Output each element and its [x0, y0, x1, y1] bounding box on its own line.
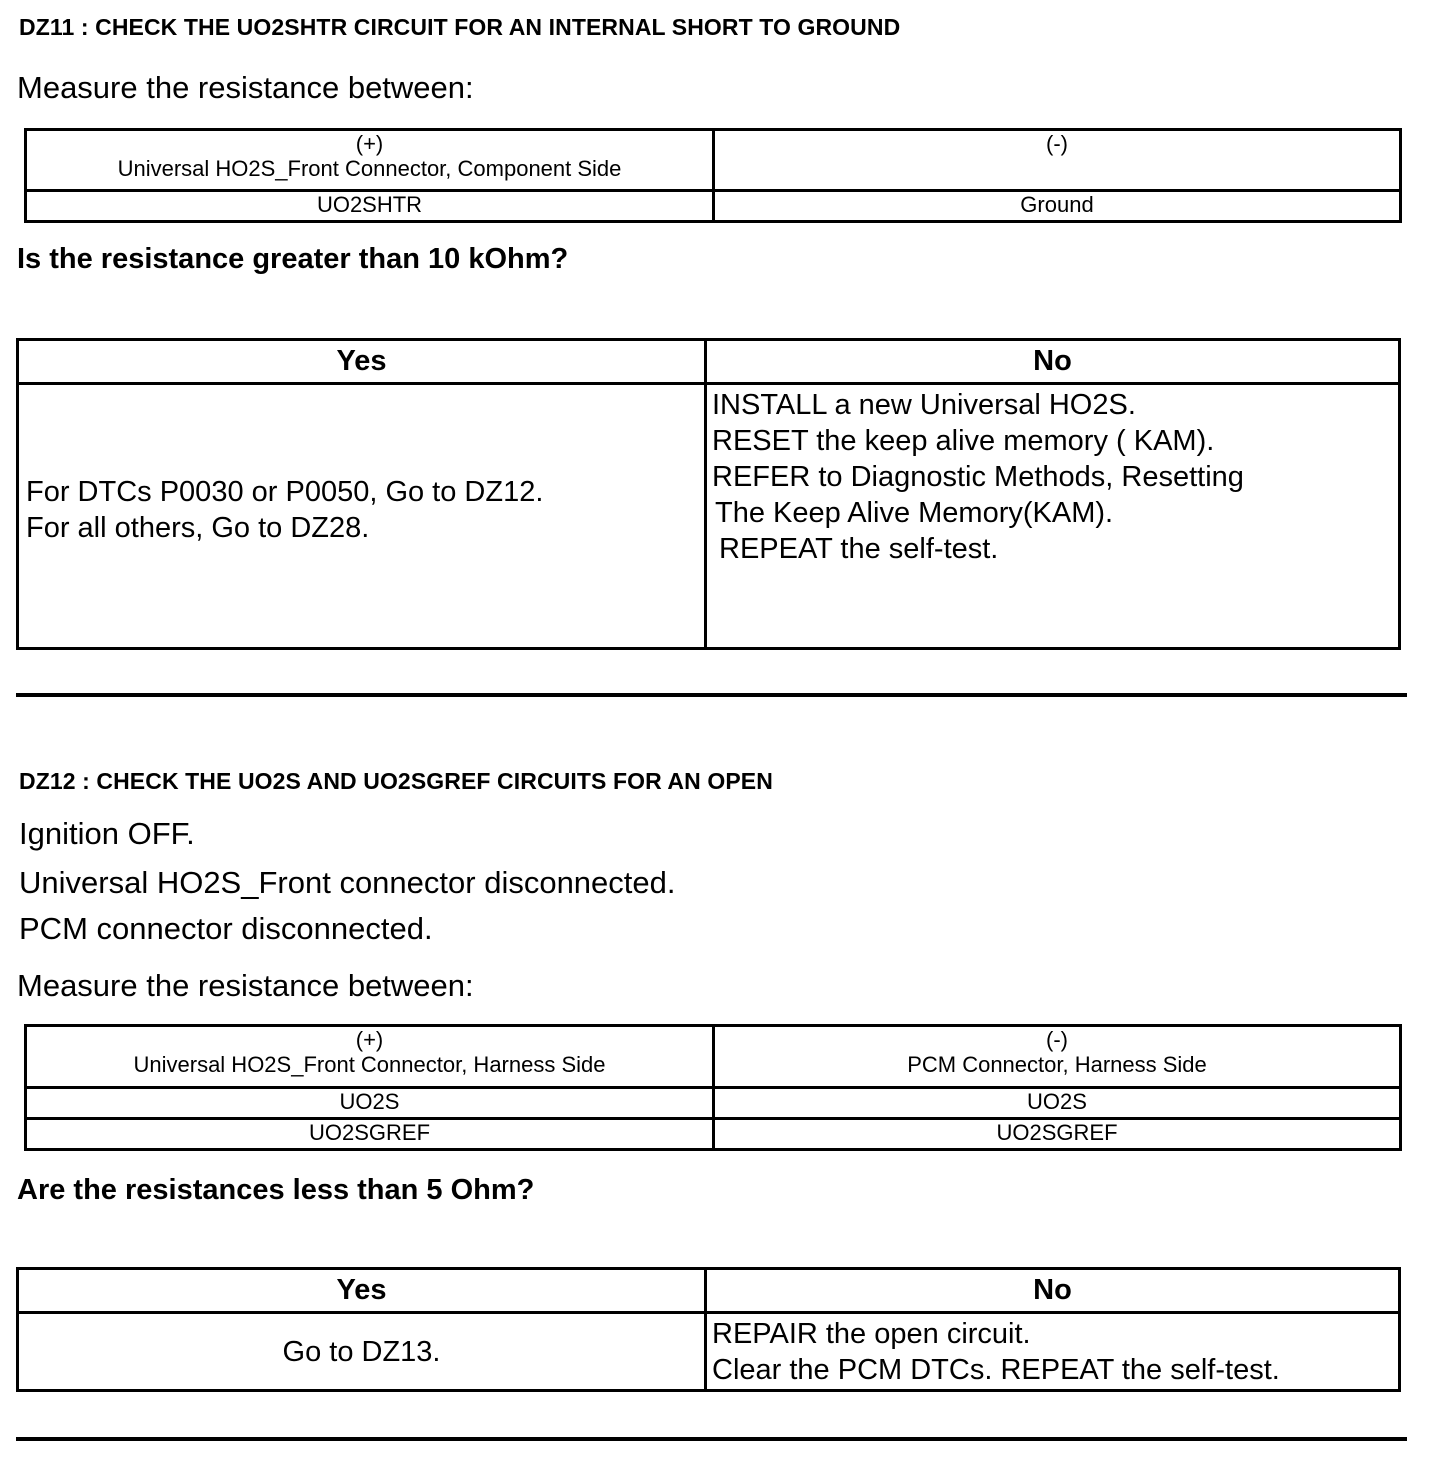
no-action-line: Clear the PCM DTCs. REPEAT the self-test.	[712, 1353, 1280, 1386]
yes-action-cell	[18, 1313, 706, 1391]
measure-label-dz11: Measure the resistance between:	[17, 70, 474, 105]
no-action-line: REPAIR the open circuit.	[712, 1317, 1031, 1350]
minus-pin-cell: Ground	[714, 191, 1401, 222]
plus-pin-cell: UO2SHTR	[26, 191, 714, 222]
measurement-row	[26, 191, 1401, 222]
section-heading-dz12: DZ12 : CHECK THE UO2S AND UO2SGREF CIRCUITS FOR AN OPEN	[19, 768, 773, 794]
precondition-line: PCM connector disconnected.	[19, 911, 433, 946]
no-action-line: REFER to Diagnostic Methods, Resetting	[712, 461, 1244, 493]
no-action-line: The Keep Alive Memory(KAM).	[715, 497, 1114, 529]
plus-label: (+)	[355, 131, 384, 156]
question-dz12: Are the resistances less than 5 Ohm?	[17, 1174, 535, 1206]
answer-row	[18, 384, 1400, 649]
minus-label: (-)	[1046, 1027, 1068, 1052]
yes-action-line: For all others, Go to DZ28.	[26, 512, 370, 544]
minus-terminal-header	[714, 1026, 1401, 1088]
question-dz11: Is the resistance greater than 10 kOhm?	[17, 243, 569, 275]
yes-action-cell	[18, 384, 706, 649]
measurement-table-dz11	[24, 128, 1402, 223]
no-action-cell	[706, 1313, 1400, 1391]
plus-pin-cell: UO2S	[26, 1088, 714, 1119]
measurement-header-row	[26, 130, 1401, 191]
plus-terminal-header	[26, 130, 714, 191]
minus-connector-label: PCM Connector, Harness Side	[907, 1052, 1207, 1077]
measurement-table-dz12	[24, 1024, 1402, 1151]
no-action-cell	[706, 384, 1400, 649]
no-action-line: INSTALL a new Universal HO2S.	[712, 389, 1136, 421]
section-divider	[16, 1437, 1407, 1441]
measurement-row	[26, 1088, 1401, 1119]
measure-label-dz12: Measure the resistance between:	[17, 968, 474, 1003]
measurement-row	[26, 1119, 1401, 1150]
plus-connector-label: Universal HO2S_Front Connector, Component Side	[117, 156, 622, 181]
no-action-line: REPEAT the self-test.	[719, 533, 999, 565]
answer-row	[18, 1313, 1400, 1391]
plus-label: (+)	[355, 1027, 384, 1052]
answer-table-dz12	[16, 1267, 1401, 1392]
answer-table-dz11	[16, 338, 1401, 650]
minus-pin-cell: UO2S	[714, 1088, 1401, 1119]
yes-header: Yes	[18, 340, 706, 384]
precondition-line: Universal HO2S_Front connector disconnected.	[19, 865, 676, 900]
answer-header-row	[18, 340, 1400, 384]
section-divider	[16, 693, 1407, 697]
no-header: No	[706, 340, 1400, 384]
yes-action-line: Go to DZ13.	[282, 1335, 441, 1368]
section-heading-dz11: DZ11 : CHECK THE UO2SHTR CIRCUIT FOR AN INTERNAL SHORT TO GROUND	[19, 14, 901, 40]
yes-header: Yes	[18, 1269, 706, 1313]
minus-terminal-header	[714, 130, 1401, 191]
yes-action-line: For DTCs P0030 or P0050, Go to DZ12.	[26, 476, 544, 508]
measurement-header-row	[26, 1026, 1401, 1088]
answer-header-row	[18, 1269, 1400, 1313]
no-header: No	[706, 1269, 1400, 1313]
minus-label: (-)	[1046, 131, 1068, 156]
plus-terminal-header	[26, 1026, 714, 1088]
plus-connector-label: Universal HO2S_Front Connector, Harness Side	[133, 1052, 606, 1077]
precondition-line: Ignition OFF.	[19, 816, 195, 851]
plus-pin-cell: UO2SGREF	[26, 1119, 714, 1150]
no-action-line: RESET the keep alive memory ( KAM).	[712, 425, 1215, 457]
minus-pin-cell: UO2SGREF	[714, 1119, 1401, 1150]
